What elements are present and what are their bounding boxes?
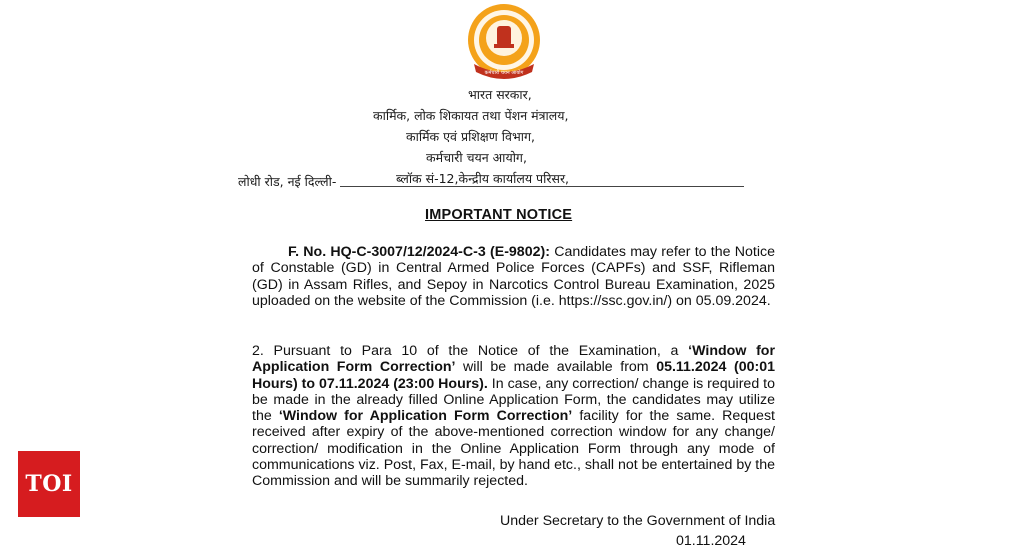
- p2-text-g: facility for the same. Request received after expiry of the above-mentioned correction window for any change/ correction/ modification in the Online Application Form through any mode of communications viz. Post, Fax, E-mail, by hand etc., shall not be entertained by the Commission and will be summarily rejected.: [252, 408, 775, 490]
- p2-text-c: will be made available from: [455, 359, 657, 376]
- header-line-3: कार्मिक एवं प्रशिक्षण विभाग,: [406, 129, 536, 144]
- signature-date: 01.11.2024: [676, 533, 746, 549]
- header-location: लोधी रोड, नई दिल्ली-: [238, 174, 337, 189]
- header-line-2: कार्मिक, लोक शिकायत तथा पेंशन मंत्रालय,: [373, 108, 569, 123]
- signature-designation: Under Secretary to the Government of India: [500, 513, 776, 529]
- header-divider: [340, 186, 744, 187]
- p2-window-label-1: ‘Window for Application Form Correction’: [252, 343, 775, 376]
- header-line-1: भारत सरकार,: [468, 87, 532, 102]
- header-line-5: ब्लॉक सं-12,केन्द्रीय कार्यालय परिसर,: [396, 171, 570, 186]
- file-reference: F. No. HQ-C-3007/12/2024-C-3 (E-9802):: [288, 244, 550, 260]
- logo-ribbon-text: कर्मचारी चयन आयोग: [484, 70, 524, 76]
- p2-window-label-2: ‘Window for Application Form Correction’: [278, 408, 573, 425]
- ssc-emblem-logo: [462, 0, 546, 84]
- header-line-4: कर्मचारी चयन आयोग,: [426, 150, 527, 165]
- p2-text-a: 2. Pursuant to Para 10 of the Notice of the Examination, a: [252, 343, 689, 359]
- notice-paragraph-2: [252, 343, 775, 490]
- toi-watermark-logo: TOI: [18, 451, 80, 517]
- notice-title: IMPORTANT NOTICE: [425, 207, 573, 223]
- p2-text-e: In case, any correction/ change is required to be made in the already filled Online Application Form, the candidates may utilize the: [252, 375, 776, 425]
- notice-paragraph-1: [252, 244, 775, 309]
- p2-date-range: 05.11.2024 (00:01 Hours) to 07.11.2024 (23:00 Hours).: [252, 359, 775, 392]
- p1-text: Candidates may refer to the Notice of Constable (GD) in Central Armed Police Forces (CAPFs) and SSF, Rifleman (GD) in Assam Rifles, and Sepoy in Narcotics Control Bureau Examination, 2025 uploaded on the website of the Commission (i.e. https://ssc.gov.in/) on 05.09.2024.: [252, 244, 775, 309]
